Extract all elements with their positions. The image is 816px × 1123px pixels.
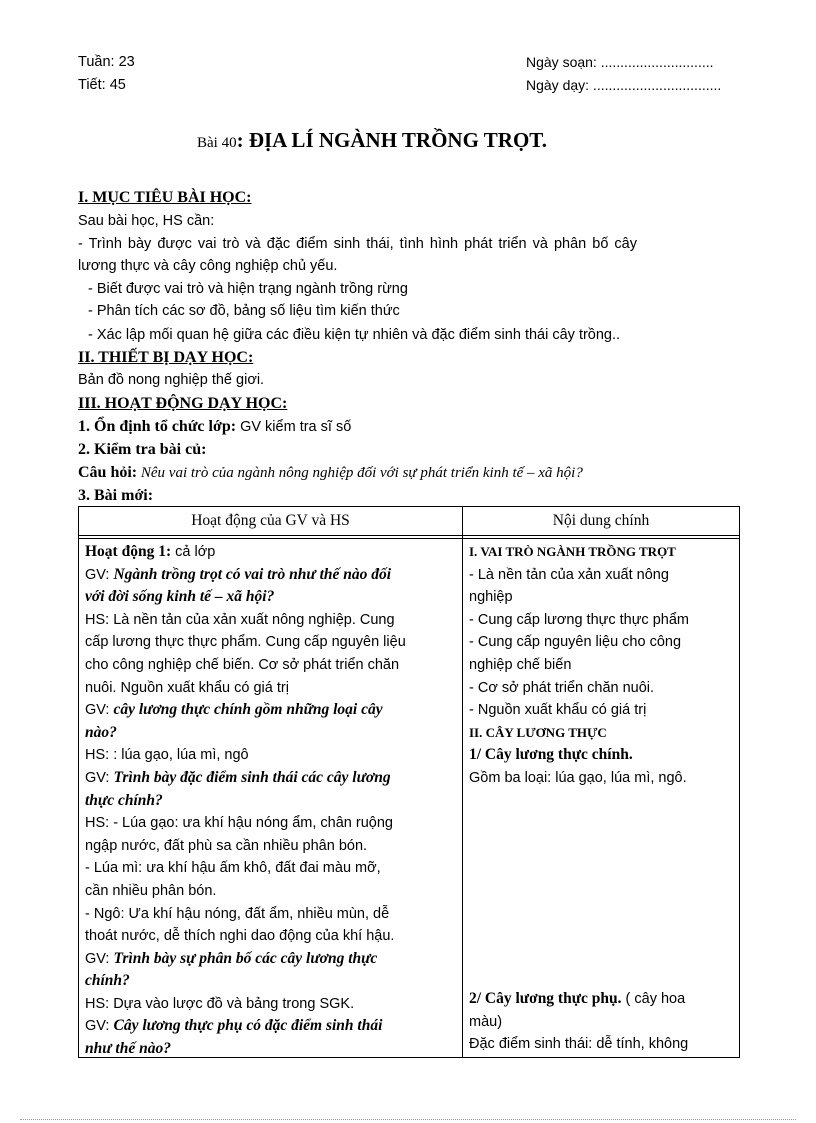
line-text: - Cung cấp lương thực thực phẩm <box>469 611 689 628</box>
lesson-table <box>78 506 740 1058</box>
activity-line <box>85 677 406 700</box>
line-text: HS: Dựa vào lược đồ và bảng trong SGK. <box>85 995 355 1012</box>
line-text: HS: : lúa gạo, lúa mì, ngô <box>85 747 249 764</box>
teach-date-label: Ngày dạy: ................................. <box>526 77 722 93</box>
activity-line <box>85 880 406 903</box>
objective-line-4: - Phân tích các sơ đồ, bảng số liệu tìm kiến thức <box>88 303 400 319</box>
table-header-divider <box>79 535 739 536</box>
line-text: - Lúa mì: ưa khí hậu ấm khô, đất đai màu mỡ, <box>85 860 381 877</box>
subheading: 2/ Cây lương thực phụ. <box>469 990 622 1007</box>
objective-line-1: - Trình bày được vai trò và đặc điểm sinh thái, tình hình phát triển và phân bố cây <box>78 236 637 252</box>
activity-line <box>85 586 406 609</box>
old-lesson-check-label: 2. Kiểm tra bài củ: <box>78 441 207 458</box>
section-heading: I. VAI TRÒ NGÀNH TRỒNG TRỌT <box>469 544 676 559</box>
line-text: cho công nghiệp chế biến. Cơ sở phát triển chăn <box>85 656 400 673</box>
speaker-label: GV: <box>85 702 114 719</box>
line-text: HS: Là nền tản của xản xuất nông nghiệp. Cung <box>85 611 395 628</box>
line-text: nghiệp <box>469 589 513 606</box>
line-text: nghiệp chế biến <box>469 656 572 673</box>
content-line <box>469 767 689 790</box>
activity-line <box>85 835 406 858</box>
activity-line <box>85 970 406 993</box>
content-cell-bottom <box>469 988 688 1056</box>
question-text: Ngành trồng trọt có vai trò như thế nào đối <box>113 565 392 583</box>
week-label: Tuần: 23 <box>78 54 135 70</box>
line-text: nuôi. Nguồn xuất khẩu có giá trị <box>85 679 289 696</box>
speaker-label: GV: <box>85 1018 114 1035</box>
activity-line <box>85 925 406 948</box>
activity-label: Hoạt động 1: <box>85 543 172 560</box>
question-text: như thế nào? <box>85 1040 171 1058</box>
question-text: với đời sống kinh tế – xã hội? <box>85 588 275 606</box>
line-text: Gồm ba loại: lúa gạo, lúa mì, ngô. <box>469 769 687 786</box>
page-title <box>197 128 547 153</box>
line-text: cần nhiều phân bón. <box>85 882 217 899</box>
subheading: 1/ Cây lương thực chính. <box>469 746 633 764</box>
equipment-text: Bản đồ nong nghiệp thế giơi. <box>78 372 265 388</box>
table-column-divider <box>462 507 463 1057</box>
period-label: Tiết: 45 <box>78 77 126 93</box>
line-text: Đặc điểm sinh thái: dễ tính, không <box>469 1036 689 1053</box>
content-line <box>469 541 689 564</box>
content-line <box>469 1011 688 1034</box>
content-line <box>469 654 689 677</box>
activities-cell <box>85 541 406 1061</box>
activity-line <box>85 654 406 677</box>
question-text: thực chính? <box>85 791 163 809</box>
content-line <box>469 586 689 609</box>
content-line <box>469 564 689 587</box>
question-text: Trình bày đặc điểm sinh thái các cây lương <box>113 768 391 786</box>
activity-line <box>85 699 406 722</box>
section-heading: II. CÂY LƯƠNG THỰC <box>469 724 607 740</box>
lesson-title: : ĐỊA LÍ NGÀNH TRỒNG TRỌT. <box>236 128 547 152</box>
content-line <box>469 744 689 767</box>
line-text: thoát nước, dễ thích nghi dao động của khí hậu. <box>85 928 395 945</box>
line-text: màu) <box>469 1013 503 1030</box>
line-text: cấp lương thực thực phẩm. Cung cấp nguyên liệu <box>85 634 406 651</box>
new-lesson-label: 3. Bài mới: <box>78 487 154 504</box>
line-text: - Là nền tản của xản xuất nông <box>469 566 669 583</box>
activity-line <box>85 609 406 632</box>
content-cell-top <box>469 541 689 790</box>
line-text: - Cơ sở phát triển chăn nuôi. <box>469 679 655 696</box>
prep-date-label: Ngày soạn: ............................. <box>526 54 714 70</box>
col-header-content: Nội dung chính <box>552 512 650 529</box>
activity-line <box>85 744 406 767</box>
class-setup-line: 1. Ổn định tổ chức lớp: GV kiểm tra sĩ số <box>78 418 352 435</box>
question-line: Câu hỏi: Nêu vai trò của ngành nông nghiệp đối với sự phát triển kinh tế – xã hội? <box>78 464 583 481</box>
content-line <box>469 1033 688 1056</box>
activity-line <box>85 790 406 813</box>
content-line <box>469 677 689 700</box>
line-text: - Cung cấp nguyên liệu cho công <box>469 634 682 651</box>
col-header-activities: Hoạt động của GV và HS <box>191 512 350 529</box>
objective-line-3: - Biết được vai trò và hiện trạng ngành trồng rừng <box>88 281 408 297</box>
content-line <box>469 699 689 722</box>
activity-line <box>85 1038 406 1061</box>
activity-line <box>85 631 406 654</box>
line-text: cả lớp <box>171 544 216 560</box>
content-line <box>469 988 688 1011</box>
question-text: cây lương thực chính gồm những loại cây <box>113 701 383 719</box>
activity-line <box>85 903 406 926</box>
content-line <box>469 609 689 632</box>
section-activities-heading: III. HOẠT ĐỘNG DẠY HỌC: <box>78 395 288 412</box>
question-text: Trình bày sự phân bố các cây lương thực <box>113 949 378 967</box>
activity-line <box>85 812 406 835</box>
section-objectives-heading: I. MỤC TIÊU BÀI HỌC: <box>78 189 252 206</box>
page-footer-rule <box>20 1119 796 1120</box>
speaker-label: GV: <box>85 566 114 583</box>
objectives-intro: Sau bài học, HS cần: <box>78 213 215 229</box>
content-line <box>469 631 689 654</box>
activity-line <box>85 1015 406 1038</box>
activity-line <box>85 767 406 790</box>
activity-line <box>85 857 406 880</box>
question-text: Cây lương thực phụ có đặc điểm sinh thái <box>113 1017 383 1035</box>
objective-line-5: - Xác lập mối quan hệ giữa các điều kiện tự nhiên và đặc điểm sinh thái cây trồng.. <box>88 327 621 343</box>
line-text: - Nguồn xuất khẩu có giá trị <box>469 702 647 719</box>
question-text: chính? <box>85 972 130 990</box>
activity-line <box>85 948 406 971</box>
activity-line <box>85 541 406 564</box>
line-text: ngập nước, đất phù sa cần nhiều phân bón. <box>85 837 368 854</box>
question-text: nào? <box>85 723 117 741</box>
speaker-label: GV: <box>85 950 114 967</box>
line-text: HS: - Lúa gạo: ưa khí hậu nóng ẩm, chân ruộng <box>85 815 393 832</box>
activity-line <box>85 722 406 745</box>
lesson-number: Bài 40 <box>197 135 237 151</box>
activity-line <box>85 564 406 587</box>
line-text: ( cây hoa <box>621 991 686 1007</box>
section-equipment-heading: II. THIẾT BỊ DẠY HỌC: <box>78 349 254 366</box>
objective-line-2: lương thực và cây công nghiệp chủ yếu. <box>78 258 338 274</box>
speaker-label: GV: <box>85 769 114 786</box>
table-header-divider-double <box>79 538 739 539</box>
line-text: - Ngô: Ưa khí hậu nóng, đất ẩm, nhiều mùn, dễ <box>85 905 390 922</box>
content-line <box>469 722 689 745</box>
activity-line <box>85 993 406 1016</box>
